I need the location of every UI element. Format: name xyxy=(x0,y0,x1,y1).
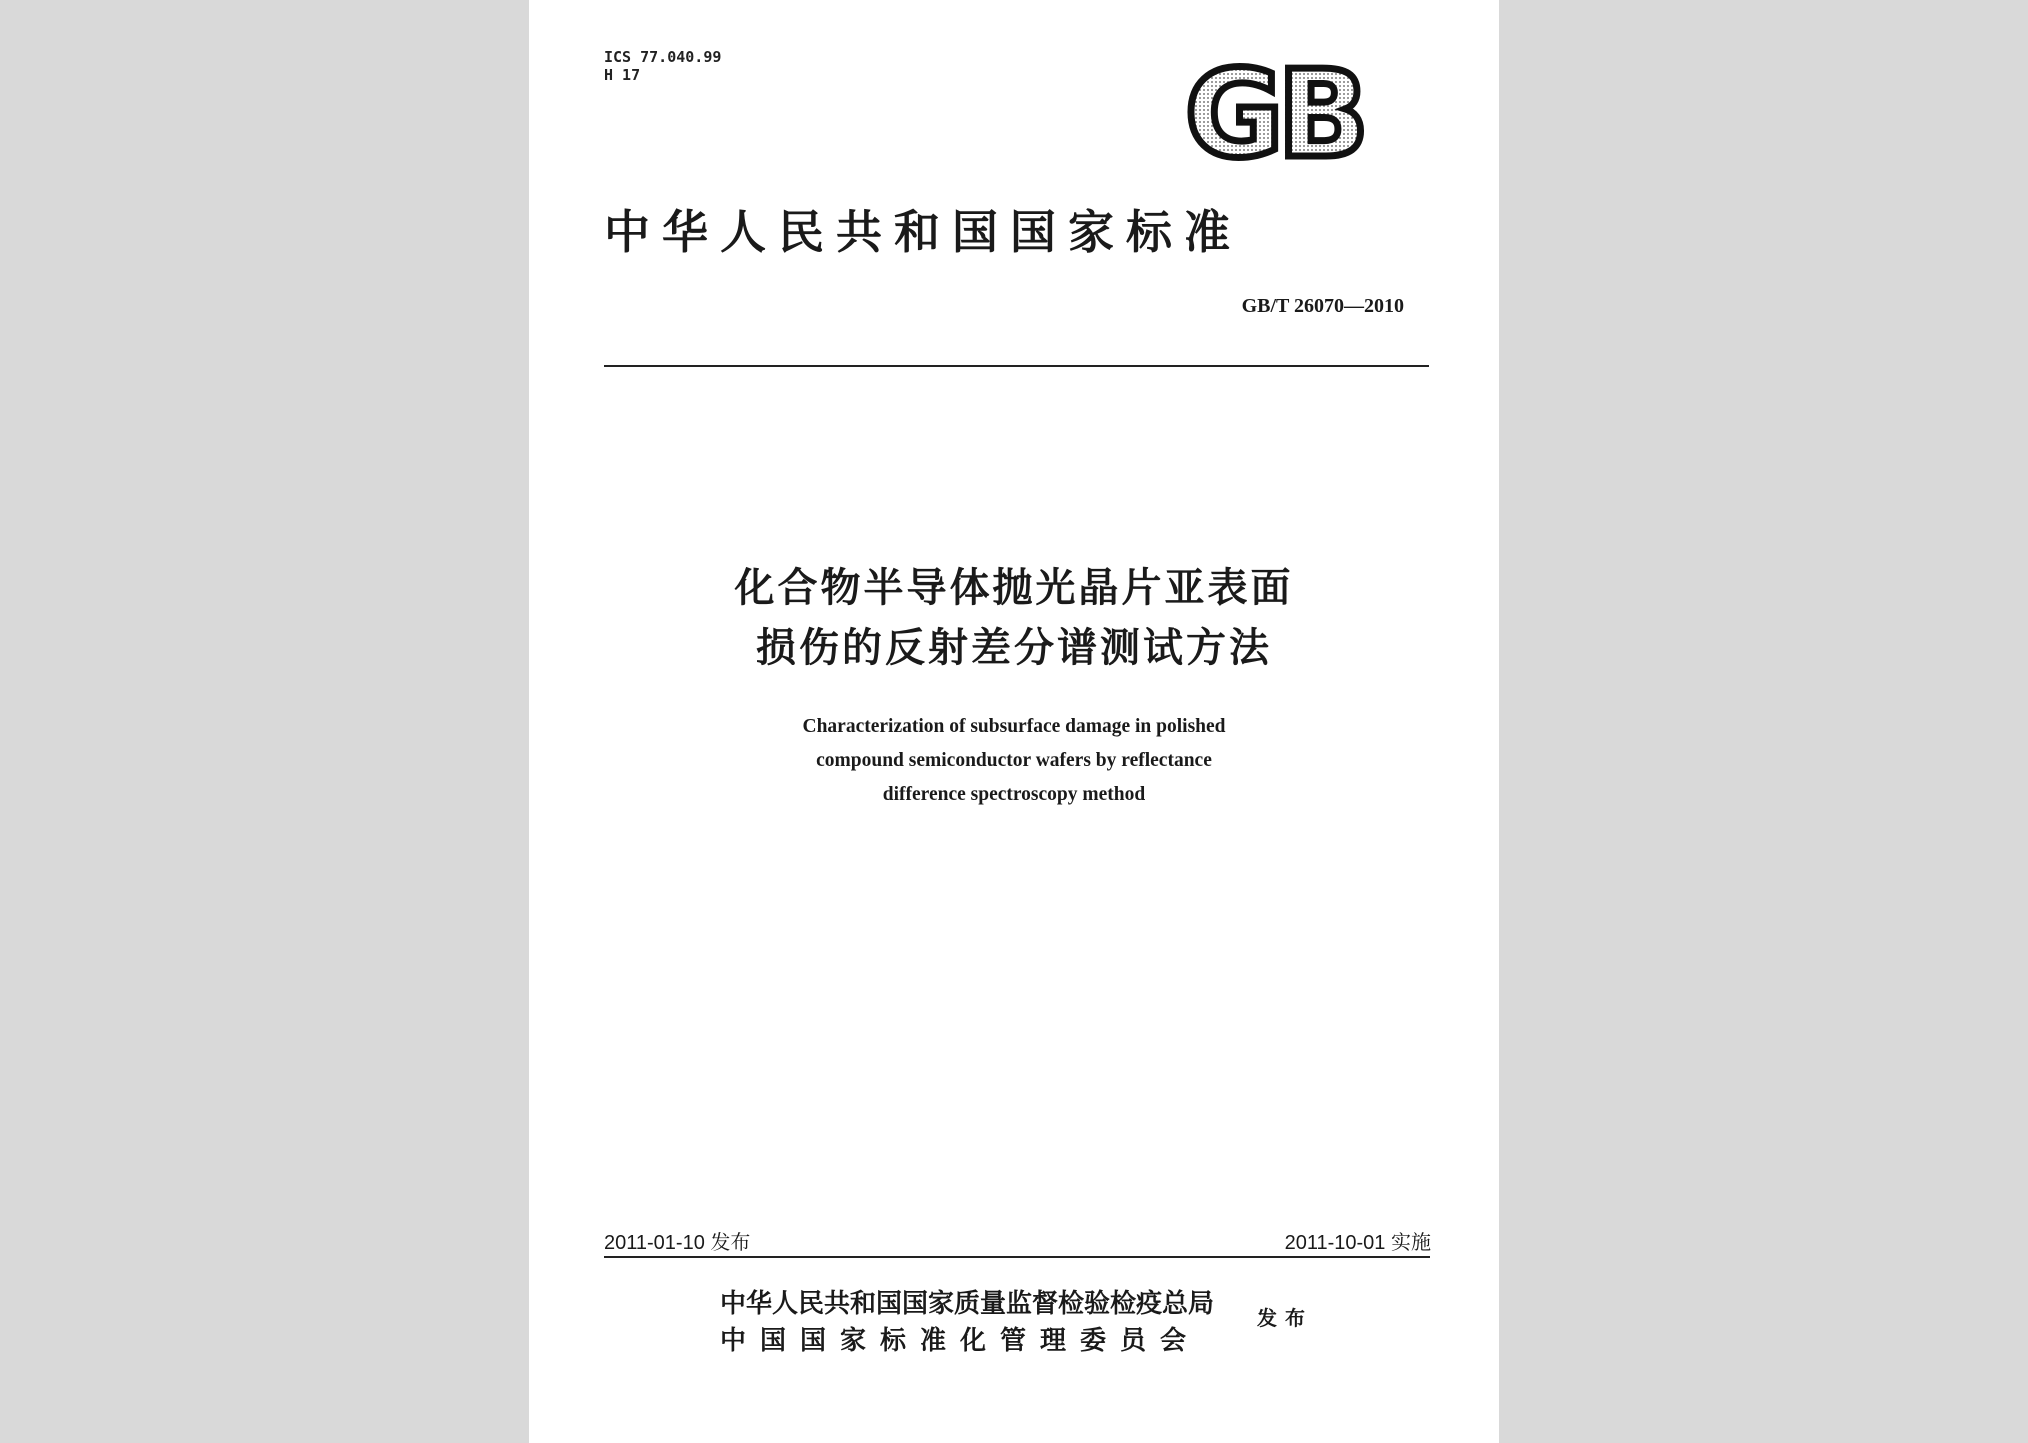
publish-label: 发布 xyxy=(1257,1306,1313,1330)
national-standard-heading: 中华人民共和国国家标准 xyxy=(604,205,1242,259)
english-title-line-3: difference spectroscopy method xyxy=(882,784,1146,805)
english-title-line-1: Characterization of subsurface damage in polished xyxy=(802,716,1226,737)
ccs-code: H 17 xyxy=(604,66,641,84)
chinese-title-line-1: 化合物半导体抛光晶片亚表面 xyxy=(734,565,1294,611)
publisher-line-2: 中国国家标准化管理委员会 xyxy=(720,1326,1201,1356)
standard-code: GB/T 26070—2010 xyxy=(1241,295,1404,317)
chinese-title-line-2: 损伤的反射差分谱测试方法 xyxy=(756,625,1272,671)
ics-code: ICS 77.040.99 xyxy=(604,48,722,66)
implementation-date: 2011-10-01 实施 xyxy=(1284,1232,1431,1254)
document-page xyxy=(529,0,1499,1443)
gb-logo-text: GB xyxy=(1185,60,1363,168)
english-title-line-2: compound semiconductor wafers by reflectance xyxy=(816,750,1212,771)
publisher-line-1: 中华人民共和国国家质量监督检验检疫总局 xyxy=(720,1289,1215,1319)
gb-logo xyxy=(1174,60,1374,168)
classification-codes xyxy=(604,48,721,84)
english-title xyxy=(529,710,1499,812)
bottom-divider xyxy=(604,1256,1430,1258)
top-divider xyxy=(604,365,1429,367)
issue-date: 2011-01-10 发布 xyxy=(604,1232,751,1254)
